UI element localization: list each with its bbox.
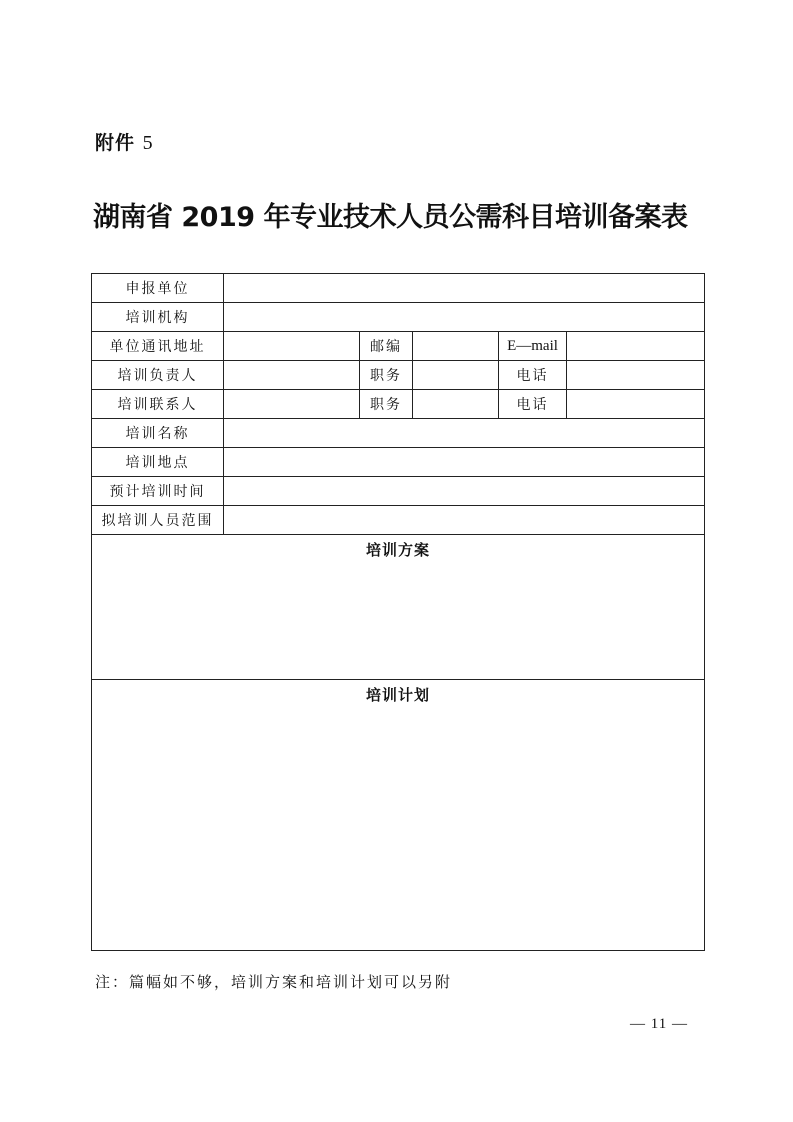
row-reporting-unit	[92, 274, 705, 303]
row-training-name	[92, 419, 705, 448]
field-reporting-unit[interactable]	[224, 274, 705, 303]
field-training-location[interactable]	[224, 448, 705, 477]
row-unit-address	[92, 332, 705, 361]
row-planned-time	[92, 477, 705, 506]
field-postcode[interactable]	[413, 332, 499, 361]
row-contact-person	[92, 390, 705, 419]
row-training-org	[92, 303, 705, 332]
row-training-plan	[92, 680, 705, 951]
field-training-org[interactable]	[224, 303, 705, 332]
field-trainee-scope[interactable]	[224, 506, 705, 535]
attachment-label	[95, 128, 154, 155]
footnote: 注：篇幅如不够，培训方案和培训计划可以另附	[95, 973, 453, 991]
field-position-2[interactable]	[413, 390, 499, 419]
label-person-in-charge: 培训负责人	[92, 361, 224, 390]
label-position-2: 职务	[360, 390, 413, 419]
label-phone-1: 电话	[499, 361, 567, 390]
field-position-1[interactable]	[413, 361, 499, 390]
label-position-1: 职务	[360, 361, 413, 390]
field-unit-address[interactable]	[224, 332, 360, 361]
label-training-org: 培训机构	[92, 303, 224, 332]
section-training-scheme-title: 培训方案	[366, 541, 431, 559]
row-person-in-charge	[92, 361, 705, 390]
field-person-in-charge[interactable]	[224, 361, 360, 390]
label-phone-2: 电话	[499, 390, 567, 419]
section-training-plan-title: 培训计划	[366, 686, 431, 704]
page-number: — 11 —	[630, 1016, 688, 1032]
field-contact-person[interactable]	[224, 390, 360, 419]
label-planned-time: 预计培训时间	[92, 477, 224, 506]
label-reporting-unit: 申报单位	[92, 274, 224, 303]
field-phone-1[interactable]	[567, 361, 705, 390]
section-training-plan[interactable]	[92, 680, 705, 951]
label-email: E—mail	[499, 332, 567, 361]
registration-form-table	[91, 273, 705, 951]
attachment-number: 5	[142, 132, 154, 154]
row-training-location	[92, 448, 705, 477]
label-unit-address: 单位通讯地址	[92, 332, 224, 361]
label-training-location: 培训地点	[92, 448, 224, 477]
field-phone-2[interactable]	[567, 390, 705, 419]
field-email[interactable]	[567, 332, 705, 361]
label-postcode: 邮编	[360, 332, 413, 361]
attachment-label-text: 附件	[95, 132, 136, 154]
row-training-scheme	[92, 535, 705, 680]
row-trainee-scope	[92, 506, 705, 535]
label-trainee-scope: 拟培训人员范围	[92, 506, 224, 535]
label-training-name: 培训名称	[92, 419, 224, 448]
label-contact-person: 培训联系人	[92, 390, 224, 419]
section-training-scheme[interactable]	[92, 535, 705, 680]
field-planned-time[interactable]	[224, 477, 705, 506]
page-title: 湖南省 2019 年专业技术人员公需科目培训备案表	[93, 202, 688, 233]
field-training-name[interactable]	[224, 419, 705, 448]
